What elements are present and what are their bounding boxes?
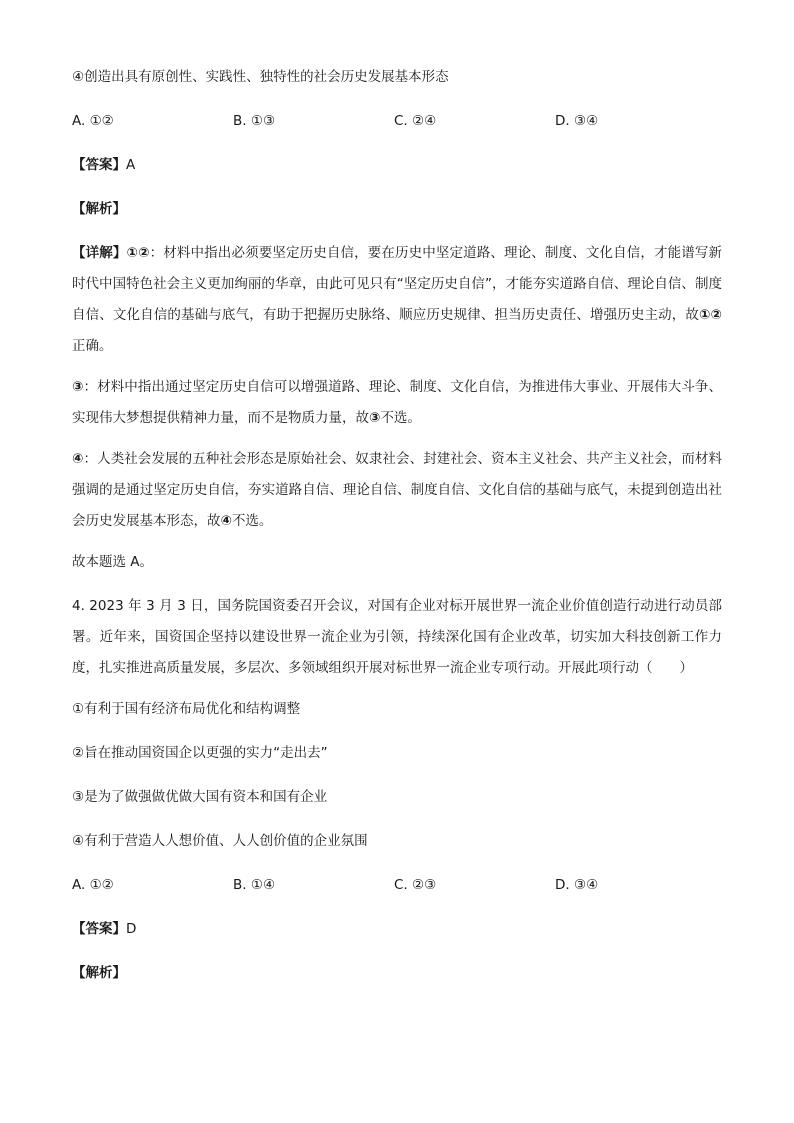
point-3-end: 不选。 — [380, 410, 421, 426]
question-4-options — [72, 870, 722, 900]
question-4-analysis-label: 【解析】 — [72, 965, 126, 981]
option-a: A. ①② — [72, 113, 114, 129]
answer-label: 【答案】 — [72, 921, 126, 937]
prev-question-item-4: ④创造出具有原创性、实践性、独特性的社会历史发展基本形态 — [72, 69, 449, 85]
option-b: B. ①④ — [233, 877, 276, 893]
detail-paragraph — [72, 238, 722, 362]
option-c: C. ②④ — [394, 113, 437, 129]
option-a: A. ①② — [72, 877, 114, 893]
prev-question-options — [72, 106, 722, 136]
point-4-mark-end: ④ — [220, 513, 232, 529]
detail-end: 正确。 — [72, 338, 113, 354]
option-b: B. ①③ — [233, 113, 276, 129]
question-4-item-3: ③是为了做强做优做大国有资本和国有企业 — [72, 789, 328, 805]
question-4-answer — [72, 914, 722, 944]
prev-analysis-label: 【解析】 — [72, 201, 126, 217]
conclusion: 故本题选 A。 — [72, 554, 154, 570]
prev-answer — [72, 150, 722, 180]
question-4-item-2: ②旨在推动国资国企以更强的实力“走出去” — [72, 745, 328, 761]
analysis-point-3 — [72, 372, 722, 434]
point-4-end: 不选。 — [231, 513, 273, 529]
question-4-stem: 4. 2023 年 3 月 3 日，国务院国资委召开会议，对国有企业对标开展世界一流企业价值创造行动进行动员部署。近年来，国资国企坚持以建设世界一流企业为引领，持续深化国有企业改革，切实加大科技创新工作力度，扎实推进高质量发展，多层次、多领域组织开展对标世界一流企业专项行动。开展此项行动（ ） — [72, 598, 722, 676]
answer-value: D — [126, 921, 137, 937]
option-c: C. ②③ — [394, 877, 437, 893]
answer-label: 【答案】 — [72, 157, 126, 173]
detail-marks-end: ①② — [699, 307, 722, 323]
question-4-item-4: ④有利于营造人人想价值、人人创价值的企业氛围 — [72, 833, 368, 849]
point-3-mark-end: ③ — [369, 410, 381, 426]
detail-label: 【详解】 — [72, 245, 127, 261]
detail-marks: ①② — [126, 245, 150, 261]
analysis-point-4 — [72, 444, 722, 537]
answer-value: A — [126, 157, 136, 173]
question-4-item-1: ①有利于国有经济布局优化和结构调整 — [72, 701, 301, 717]
detail-text: ：材料中指出必须要坚定历史自信，要在历史中坚定道路、理论、制度、文化自信，才能谱写新时代中国特色社会主义更加绚丽的华章，由此可见只有“坚定历史自信”，才能夯实道路自信、理论自信、制度自信、文化自信的基础与底气，有助于把握历史脉络、顺应历史规律、担当历史责任、增强历史主动，故 — [72, 245, 722, 323]
point-4-mark: ④ — [72, 451, 84, 467]
option-d: D. ③④ — [555, 877, 599, 893]
point-3-text: ：材料中指出通过坚定历史自信可以增强道路、理论、制度、文化自信，为推进伟大事业、开展伟大斗争、实现伟大梦想提供精神力量，而不是物质力量，故 — [72, 379, 723, 426]
option-d: D. ③④ — [555, 113, 599, 129]
document-page — [72, 62, 722, 988]
point-3-mark: ③ — [72, 379, 84, 395]
point-4-text: ：人类社会发展的五种社会形态是原始社会、奴隶社会、封建社会、资本主义社会、共产主义社会，而材料强调的是通过坚定历史自信，夯实道路自信、理论自信、制度自信、文化自信的基础与底气，未提到创造出社会历史发展基本形态，故 — [72, 451, 723, 529]
